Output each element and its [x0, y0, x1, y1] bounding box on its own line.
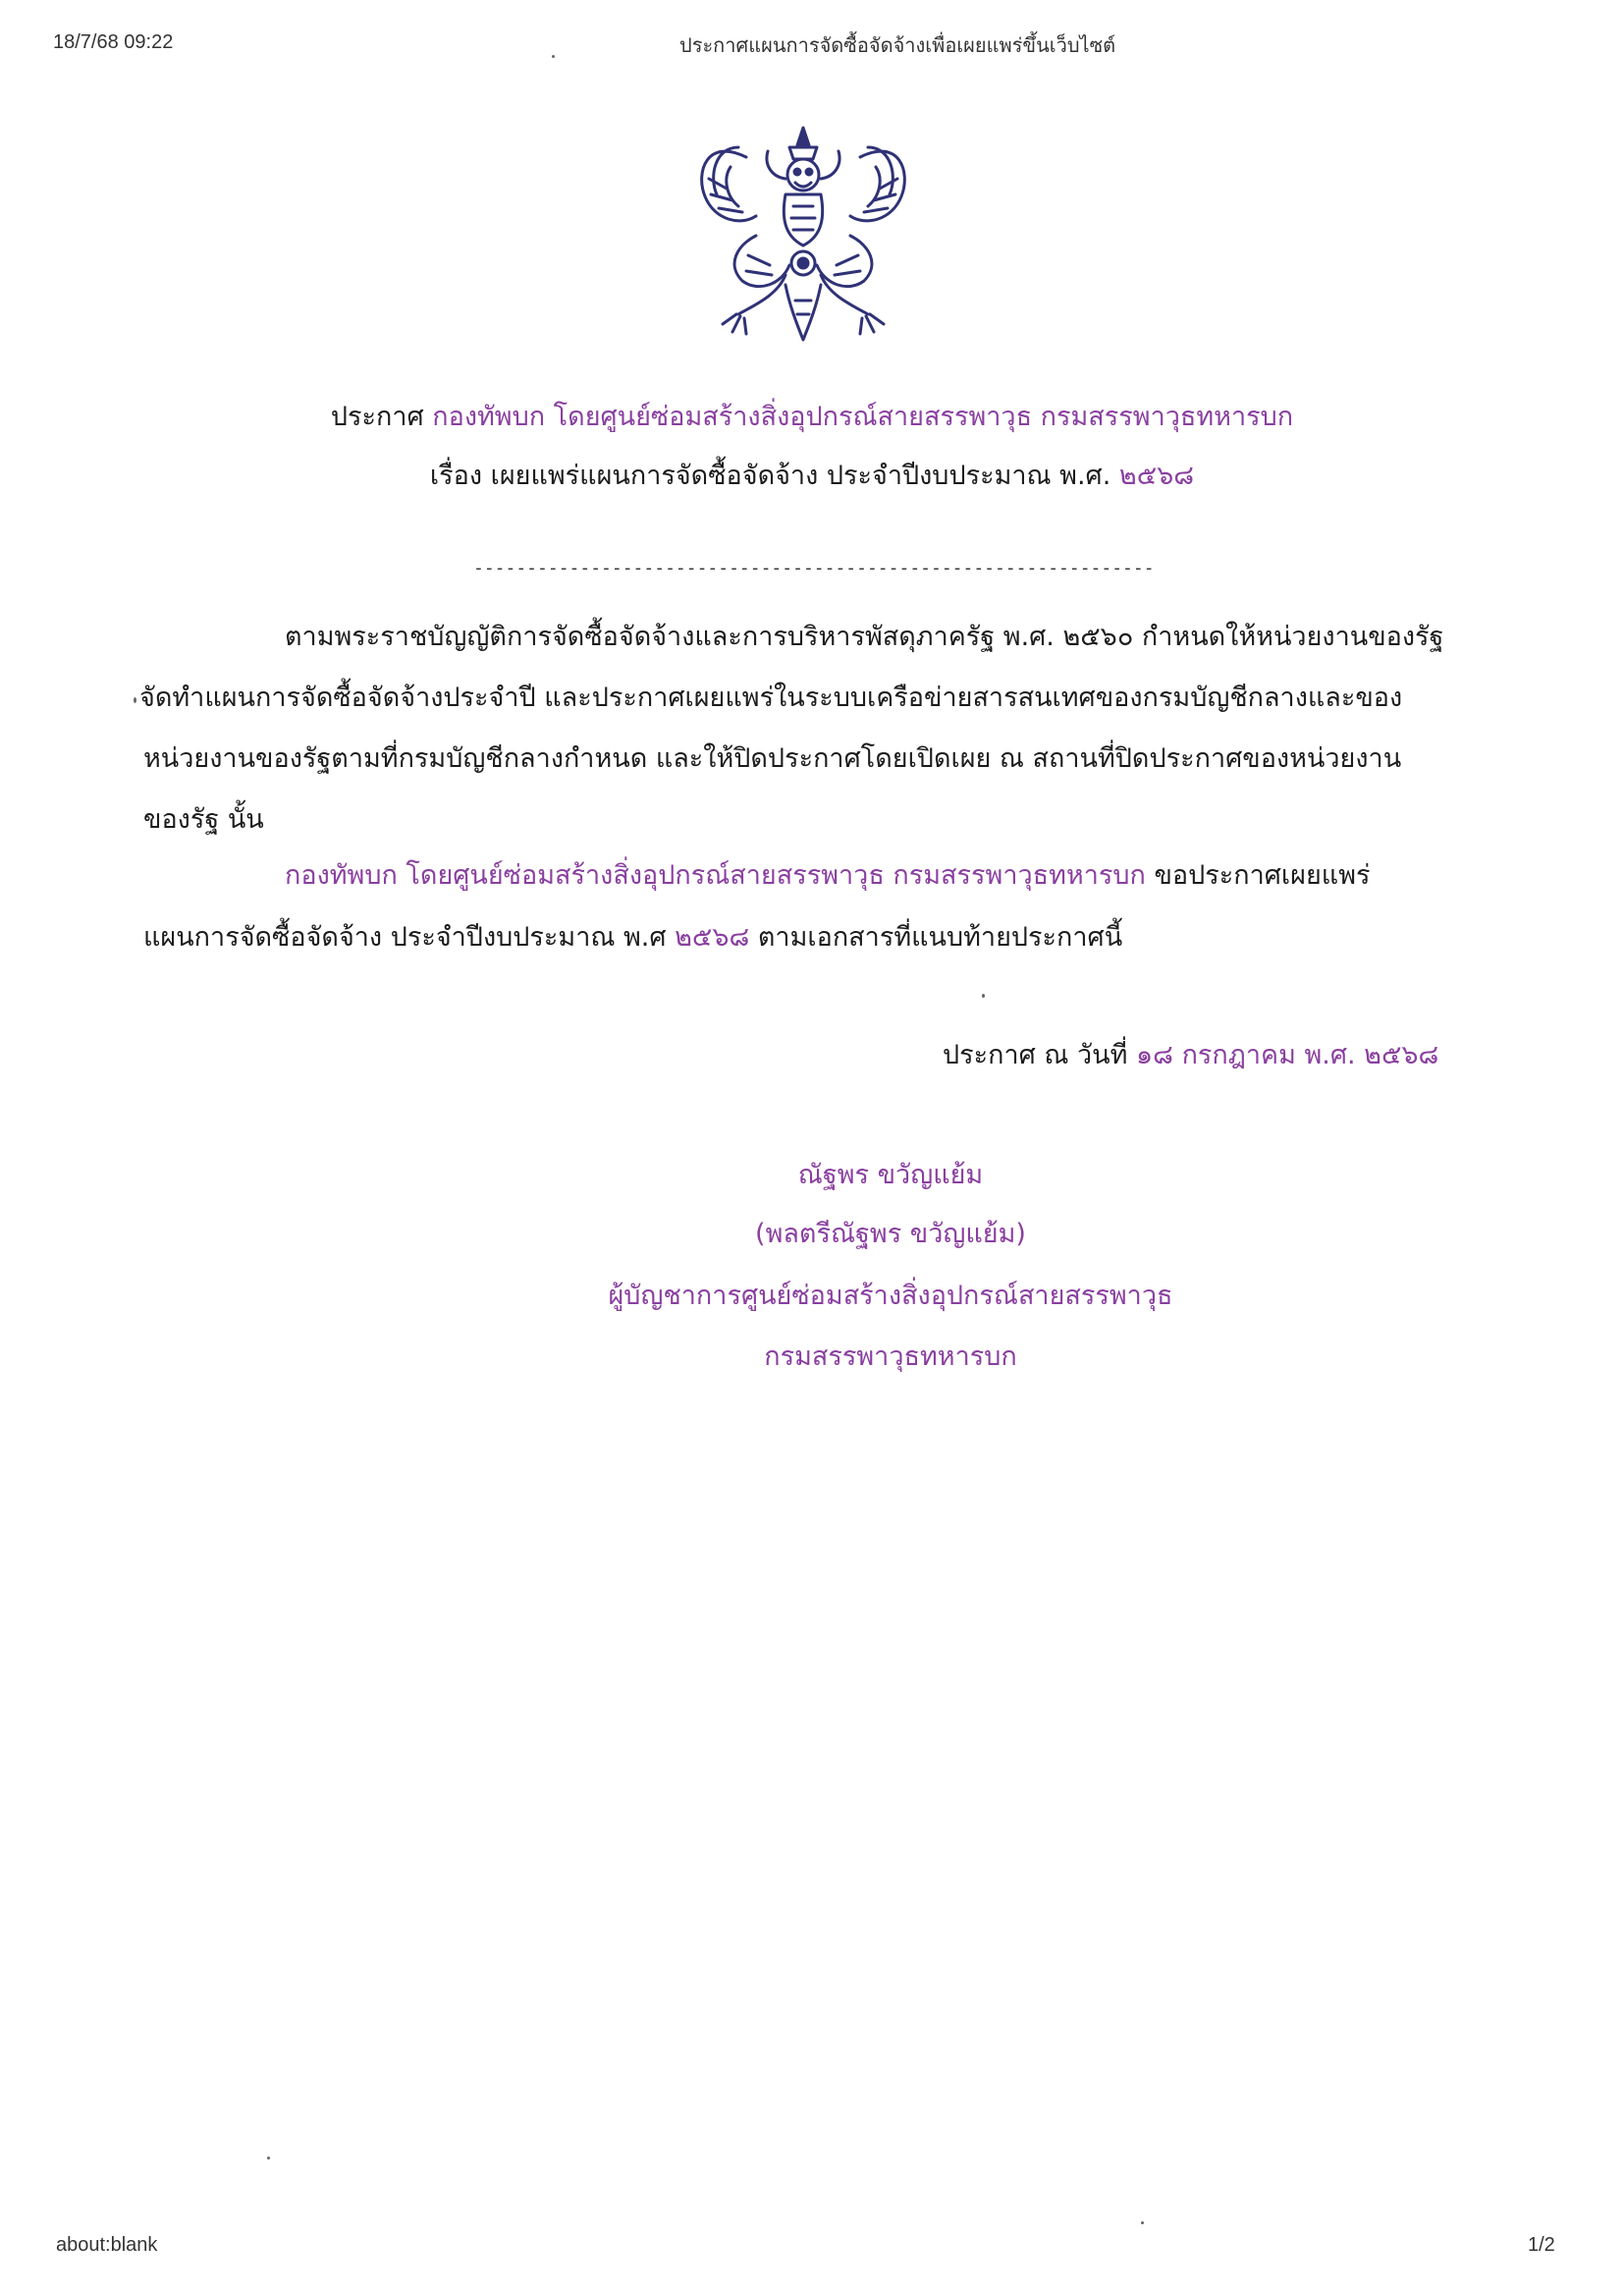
- scan-speck: [1141, 2221, 1144, 2224]
- body-para2-line1: [285, 859, 1371, 893]
- signature-position: ผู้บัญชาการศูนย์ซ่อมสร้างสิ่งอุปกรณ์สายสรรพาวุธ: [608, 1281, 1173, 1311]
- para2-line2-year: ๒๕๖๘: [675, 922, 750, 953]
- print-footer-url: about:blank: [56, 2234, 158, 2256]
- garuda-emblem-icon: [687, 118, 919, 354]
- print-header-datetime: 18/7/68 09:22: [53, 31, 174, 53]
- dateline-date: ๑๘ กรกฎาคม พ.ศ. ๒๕๖๘: [1136, 1040, 1439, 1070]
- scan-speck: [134, 697, 136, 703]
- signature-department: กรมสรรพาวุธทหารบก: [764, 1341, 1017, 1372]
- body-para1-line3: หน่วยงานของรัฐตามที่กรมบัญชีกลางกำหนด และให้ปิดประกาศโดยเปิดเผย ณ สถานที่ปิดประกาศของหน่วยงาน: [143, 743, 1402, 774]
- scan-speck: [267, 2157, 270, 2159]
- title-prefix: ประกาศ: [330, 402, 424, 432]
- para2-organization: กองทัพบก โดยศูนย์ซ่อมสร้างสิ่งอุปกรณ์สายสรรพาวุธ กรมสรรพาวุธทหารบก: [285, 860, 1146, 891]
- separator-line: ----------------------------------------------------------------: [473, 558, 1155, 578]
- subject-year: ๒๕๖๘: [1118, 461, 1195, 491]
- para2-line2-a: แผนการจัดซื้อจัดจ้าง ประจำปีงบประมาณ พ.ศ: [143, 922, 676, 953]
- print-footer-page: 1/2: [1528, 2234, 1555, 2256]
- scan-speck: [552, 55, 555, 58]
- body-para1-line1: ตามพระราชบัญญัติการจัดซื้อจัดจ้างและการบริหารพัสดุภาครัฐ พ.ศ. ๒๕๖๐ กำหนดให้หน่วยงานของรัฐ: [285, 622, 1444, 652]
- announcement-subject: [0, 460, 1624, 493]
- announcement-dateline: [943, 1039, 1438, 1072]
- subject-prefix: เรื่อง เผยแพร่แผนการจัดซื้อจัดจ้าง ประจำปีงบประมาณ พ.ศ.: [429, 461, 1111, 491]
- print-header-title: ประกาศแผนการจัดซื้อจัดจ้างเพื่อเผยแพร่ขึ้นเว็บไซต์: [679, 35, 1116, 57]
- body-para1-line4: ของรัฐ นั้น: [143, 804, 264, 835]
- para2-rest: ขอประกาศเผยแพร่: [1145, 860, 1371, 891]
- signature-rank-name: (พลตรีณัฐพร ขวัญแย้ม): [755, 1219, 1026, 1249]
- body-para2-line2: [143, 921, 1122, 955]
- body-para1-line2: จัดทำแผนการจัดซื้อจัดจ้างประจำปี และประกาศเผยแพร่ในระบบเครือข่ายสารสนเทศของกรมบัญชีกลางและของ: [139, 683, 1403, 713]
- scan-speck: [982, 994, 985, 998]
- title-organization: กองทัพบก โดยศูนย์ซ่อมสร้างสิ่งอุปกรณ์สายสรรพาวุธ กรมสรรพาวุธทหารบก: [432, 402, 1294, 432]
- signature-name: ณัฐพร ขวัญแย้ม: [797, 1160, 984, 1190]
- para2-line2-b: ตามเอกสารที่แนบท้ายประกาศนี้: [749, 922, 1123, 953]
- dateline-prefix: ประกาศ ณ วันที่: [943, 1040, 1137, 1070]
- announcement-title: [0, 401, 1624, 434]
